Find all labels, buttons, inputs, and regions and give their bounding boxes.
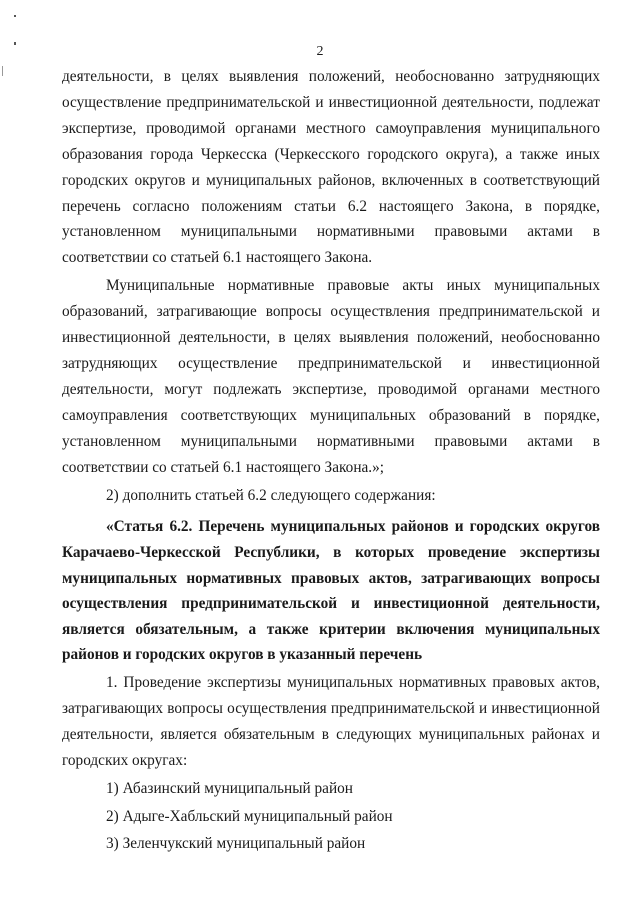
- list-item: 2) Адыге-Хабльский муниципальный район: [106, 807, 393, 825]
- paragraph-continuation: деятельности, в целях выявления положений, необоснованно затрудняющих осуществление предпринимательской и инвестиционной деятельности, подлежат экспертизе, проводимой органами местного самоуправления муниципального образования города Черкесска (Черкесского городского округа), а также иных городских округов и муниципальных районов, включенных в соответствующий перечень согласно положениям статьи 6.2 настоящего Закона, в порядке, установленном муниципальными нормативными правовыми актами в соответствии со статьей 6.1 настоящего Закона.: [62, 68, 600, 267]
- paragraph-clause-1: 1. Проведение экспертизы муниципальных нормативных правовых актов, затрагивающих вопросы осуществления предпринимательской и инвестиционной деятельности, является обязательным в следующих муниципальных районах и городских округах:: [62, 673, 600, 769]
- list-item: 3) Зеленчукский муниципальный район: [106, 835, 366, 853]
- article-heading: «Статья 6.2. Перечень муниципальных районов и городских округов Карачаево-Черкесской Республики, в которых проведение экспертизы муниципальных нормативных правовых актов, затрагивающих вопросы осуществления предпринимательской и инвестиционной деятельности, является обязательным, а также критерии включения муниципальных районов и городских округов в указанный перечень: [62, 518, 600, 664]
- paragraph-municipal-acts: Муниципальные нормативные правовые акты иных муниципальных образований, затрагивающие вопросы осуществления предпринимательской и инвестиционной деятельности, в целях выявления положений, необоснованно затрудняющих осуществление предпринимательской и инвестиционной деятельности, могут подлежать экспертизе, проводимой органами местного самоуправления соответствующих муниципальных образований в порядке, установленном муниципальными нормативными правовыми актами в соответствии со статьей 6.1 настоящего Закона.»;: [62, 277, 600, 476]
- document-body: [62, 64, 600, 857]
- scan-mark-top-left: [14, 15, 16, 17]
- scan-mark-edge: [2, 66, 3, 76]
- page-number: 2: [316, 44, 324, 59]
- paragraph-amendment: 2) дополнить статьей 6.2 следующего содержания:: [106, 486, 436, 504]
- list-item: 1) Абазинский муниципальный район: [106, 779, 353, 797]
